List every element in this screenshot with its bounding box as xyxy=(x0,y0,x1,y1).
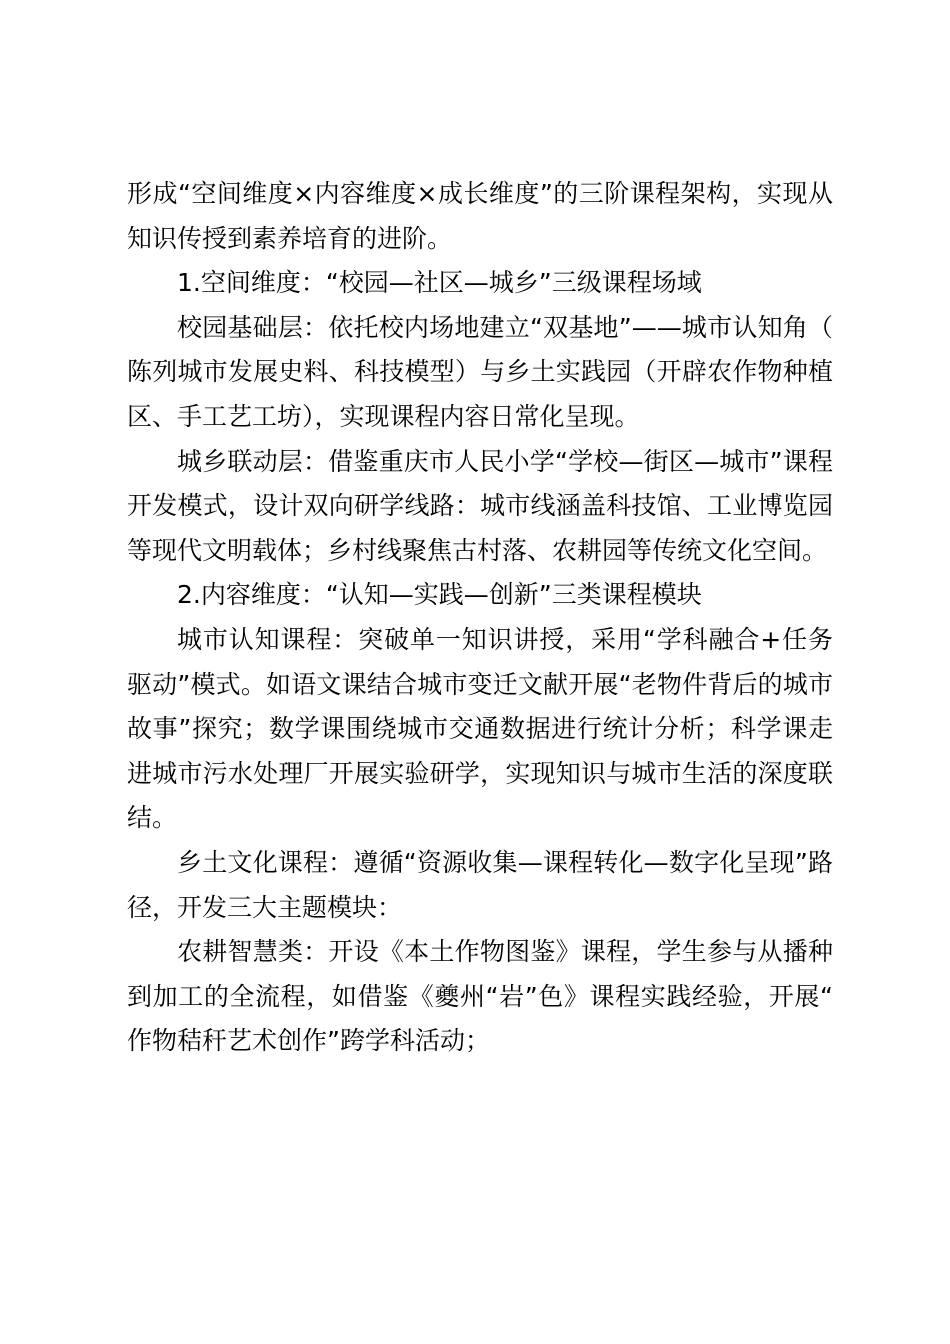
paragraph-city-cognition-course: 城市认知课程：突破单一知识讲授，采用“学科融合+任务驱动”模式。如语文课结合城市变迁文献开展“老物件背后的城市故事”探究；数学课围绕城市交通数据进行统计分析；科学课走进城市污水处理厂开展实验研学，实现知识与城市生活的深度联结。 xyxy=(127,624,833,833)
document-body xyxy=(127,172,833,1064)
paragraph-local-culture-course: 乡土文化课程：遵循“资源收集—课程转化—数字化呈现”路径，开发三大主题模块： xyxy=(127,847,833,922)
paragraph-campus-layer: 校园基础层：依托校内场地建立“双基地”——城市认知角（陈列城市发展史料、科技模型）与乡土实践园（开辟农作物种植区、手工艺工坊），实现课程内容日常化呈现。 xyxy=(127,312,833,431)
section-heading-content-dimension: 2.内容维度：“认知—实践—创新”三类课程模块 xyxy=(177,580,702,610)
section-heading-space-dimension: 1.空间维度：“校园—社区—城乡”三级课程场域 xyxy=(177,268,702,298)
paragraph-urban-rural-layer: 城乡联动层：借鉴重庆市人民小学“学校—街区—城市”课程开发模式，设计双向研学线路：城市线涵盖科技馆、工业博览园等现代文明载体；乡村线聚焦古村落、农耕园等传统文化空间。 xyxy=(127,446,833,565)
paragraph-farming-wisdom: 农耕智慧类：开设《本土作物图鉴》课程，学生参与从播种到加工的全流程，如借鉴《夔州“岩”色》课程实践经验，开展“作物秸秆艺术创作”跨学科活动； xyxy=(127,937,833,1056)
paragraph-continuation: 形成“空间维度×内容维度×成长维度”的三阶课程架构，实现从知识传授到素养培育的进阶。 xyxy=(127,179,833,253)
